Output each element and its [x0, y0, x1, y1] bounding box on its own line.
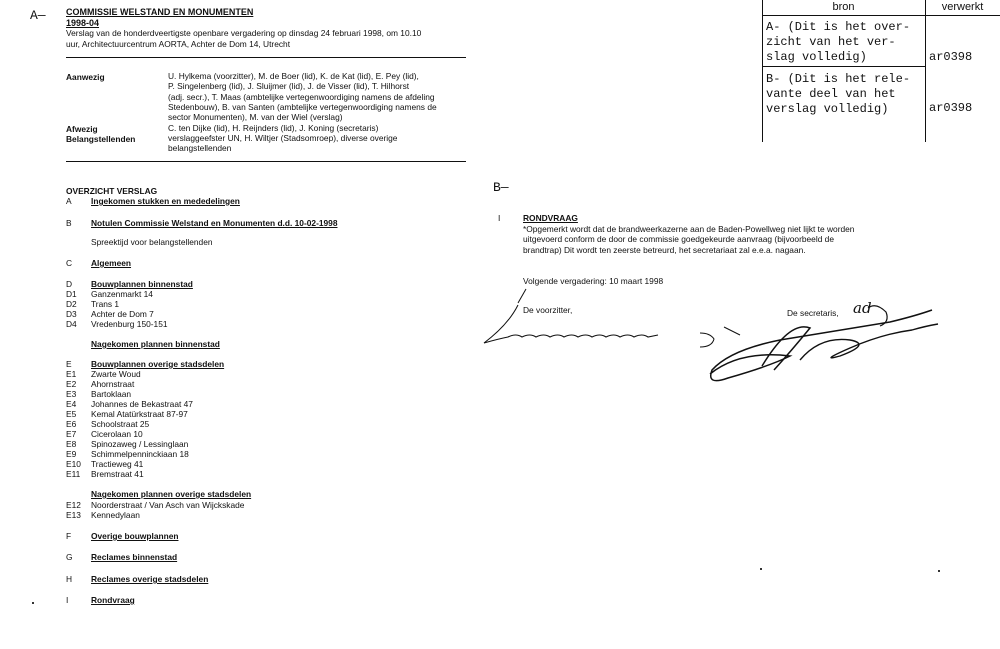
item-number: E12 [66, 500, 81, 510]
stamp-line: verslag volledig) [766, 102, 889, 116]
stamp-row-a-source [766, 20, 910, 65]
item-text: Rondvraag [91, 595, 135, 605]
item-text: Cicerolaan 10 [91, 429, 143, 439]
stamp-line: B- (Dit is het rele- [766, 72, 911, 86]
absent-list: C. ten Dijke (lid), H. Reijnders (lid), J. Koning (secretaris) [168, 123, 379, 133]
item-number: E4 [66, 399, 77, 409]
item-text: Overige bouwplannen [91, 531, 179, 541]
overview-d-late: Nagekomen plannen binnenstad [91, 339, 220, 349]
item-number: D3 [66, 309, 77, 319]
item-number: I [66, 595, 69, 605]
item-number: E8 [66, 439, 77, 449]
item-text: Spinozaweg / Lessinglaan [91, 439, 189, 449]
rondvraag-line: uitgevoerd conform de door de commissie goedgekeurde aanvraag (bijvoorbeeld de [523, 234, 834, 245]
overview-e-late: Nagekomen plannen overige stadsdelen [91, 489, 252, 499]
item-number: F [66, 531, 72, 541]
stamp-left-border [762, 0, 763, 142]
scan-speck [760, 568, 762, 570]
item-text: Ganzenmarkt 14 [91, 289, 153, 299]
divider-top [66, 57, 466, 58]
stamp-line: A- (Dit is het over- [766, 20, 911, 34]
secretary-signature [700, 300, 950, 384]
stamp-line: vante deel van het [766, 87, 896, 101]
stamp-header-verwerkt: verwerkt [941, 1, 984, 13]
item-text: Algemeen [91, 258, 132, 268]
section-b-marker: B— [493, 180, 509, 195]
item-text: Ingekomen stukken en mededelingen [91, 196, 240, 206]
stakeholders-list [168, 133, 397, 154]
overview-title: OVERZICHT VERSLAG [66, 186, 158, 196]
stamp-line: zicht van het ver- [766, 35, 896, 49]
item-number: B [66, 218, 72, 228]
section-a-marker: A— [30, 8, 46, 23]
item-number: E6 [66, 419, 77, 429]
item-text: Bremstraat 41 [91, 469, 144, 479]
rondvraag-line: brandtrap) Dit wordt ten zeerste betreurd, het secretariaat zal e.e.a. nagaan. [523, 244, 806, 255]
rondvraag-line: *Opgemerkt wordt dat de brandweerkazerne aan de Baden-Powellweg niet lijkt te worden [523, 224, 855, 234]
stamp-line: slag volledig) [766, 50, 867, 64]
item-number: C [66, 258, 73, 268]
stamp-row-divider [762, 66, 925, 67]
secretary-label: De secretaris, [787, 308, 839, 318]
item-text: Zwarte Woud [91, 369, 141, 379]
item-text: Tractieweg 41 [91, 459, 144, 469]
overview-b-subitem: Spreektijd voor belangstellenden [91, 237, 213, 247]
item-text: Notulen Commissie Welstand en Monumenten d.d. 10-02-1998 [91, 218, 338, 228]
scan-speck [32, 602, 34, 604]
item-number: A [66, 196, 72, 206]
item-text: Trans 1 [91, 299, 120, 309]
present-label: Aanwezig [66, 72, 105, 82]
item-number: E3 [66, 389, 77, 399]
item-number: E11 [66, 469, 81, 479]
rondvraag-body [523, 224, 854, 255]
next-meeting: Volgende vergadering: 10 maart 1998 [523, 276, 664, 286]
item-number: E5 [66, 409, 77, 419]
document-title: COMMISSIE WELSTAND EN MONUMENTEN [66, 7, 254, 17]
chair-label: De voorzitter, [523, 305, 573, 315]
stamp-row-a-code: ar0398 [929, 50, 973, 64]
present-list [168, 71, 437, 122]
item-text: Reclames overige stadsdelen [91, 574, 209, 584]
item-text: Achter de Dom 7 [91, 309, 154, 319]
item-text: Kennedylaan [91, 510, 140, 520]
stamp-header-bron: bron [832, 1, 855, 13]
item-number: E9 [66, 449, 77, 459]
present-line: (adj. secr.), T. Maas (ambtelijke vertegenwoordiging namens de afdeling [168, 91, 435, 102]
item-text: Noorderstraat / Van Asch van Wijckskade [91, 500, 245, 510]
present-line: U. Hylkema (voorzitter), M. de Boer (lid), K. de Kat (lid), E. Pey (lid), [168, 71, 419, 81]
stamp-column-divider [925, 0, 926, 142]
rondvraag-title: RONDVRAAG [523, 213, 578, 223]
stamp-header-line [762, 15, 1000, 16]
item-text: Bouwplannen overige stadsdelen [91, 359, 225, 369]
stakeholders-label: Belangstellenden [66, 134, 136, 144]
item-text: Johannes de Bekastraat 47 [91, 399, 193, 409]
intro-line-2: uur, Architectuurcentrum AORTA, Achter de Dom 14, Utrecht [66, 39, 291, 49]
item-number: E10 [66, 459, 81, 469]
rondvraag-number: I [498, 213, 501, 223]
item-text: Kemal Atatürkstraat 87-97 [91, 409, 188, 419]
item-text: Vredenburg 150-151 [91, 319, 168, 329]
item-number: D4 [66, 319, 77, 329]
absent-label: Afwezig [66, 124, 98, 134]
stamp-row-b-source [766, 72, 910, 117]
item-number: D [66, 279, 73, 289]
item-text: Schimmelpenninckiaan 18 [91, 449, 189, 459]
document-number: 1998-04 [66, 18, 100, 28]
item-number: E13 [66, 510, 81, 520]
item-text: Ahornstraat [91, 379, 135, 389]
present-line: Stedenbouw), B. van Santen (ambtelijke vertegenwoordiging namens de [168, 101, 437, 112]
item-number: D2 [66, 299, 77, 309]
scan-speck [938, 570, 940, 572]
item-text: Bartoklaan [91, 389, 132, 399]
secretary-initials: ad [853, 299, 872, 317]
item-text: Bouwplannen binnenstad [91, 279, 193, 289]
item-number: D1 [66, 289, 77, 299]
present-line: P. Singelenberg (lid), J. Sluijmer (lid), J. de Visser (lid), T. Hilhorst [168, 81, 410, 92]
stakeholders-line: belangstellenden [168, 143, 232, 154]
item-number: E7 [66, 429, 77, 439]
stamp-row-b-code: ar0398 [929, 101, 973, 115]
item-text: Schoolstraat 25 [91, 419, 150, 429]
item-number: E1 [66, 369, 77, 379]
item-number: H [66, 574, 73, 584]
divider-bottom [66, 161, 466, 162]
intro-line-1: Verslag van de honderdveertigste openbare vergadering op dinsdag 24 februari 1998, om 10.10 [66, 28, 422, 38]
stakeholders-line: verslaggeefster UN, H. Wiltjer (Stadsomroep), diverse overige [168, 133, 398, 143]
item-number: E [66, 359, 72, 369]
item-number: G [66, 552, 73, 562]
item-number: E2 [66, 379, 77, 389]
item-text: Reclames binnenstad [91, 552, 178, 562]
present-line: sector Monumenten), M. van der Wiel (verslag) [168, 112, 343, 123]
